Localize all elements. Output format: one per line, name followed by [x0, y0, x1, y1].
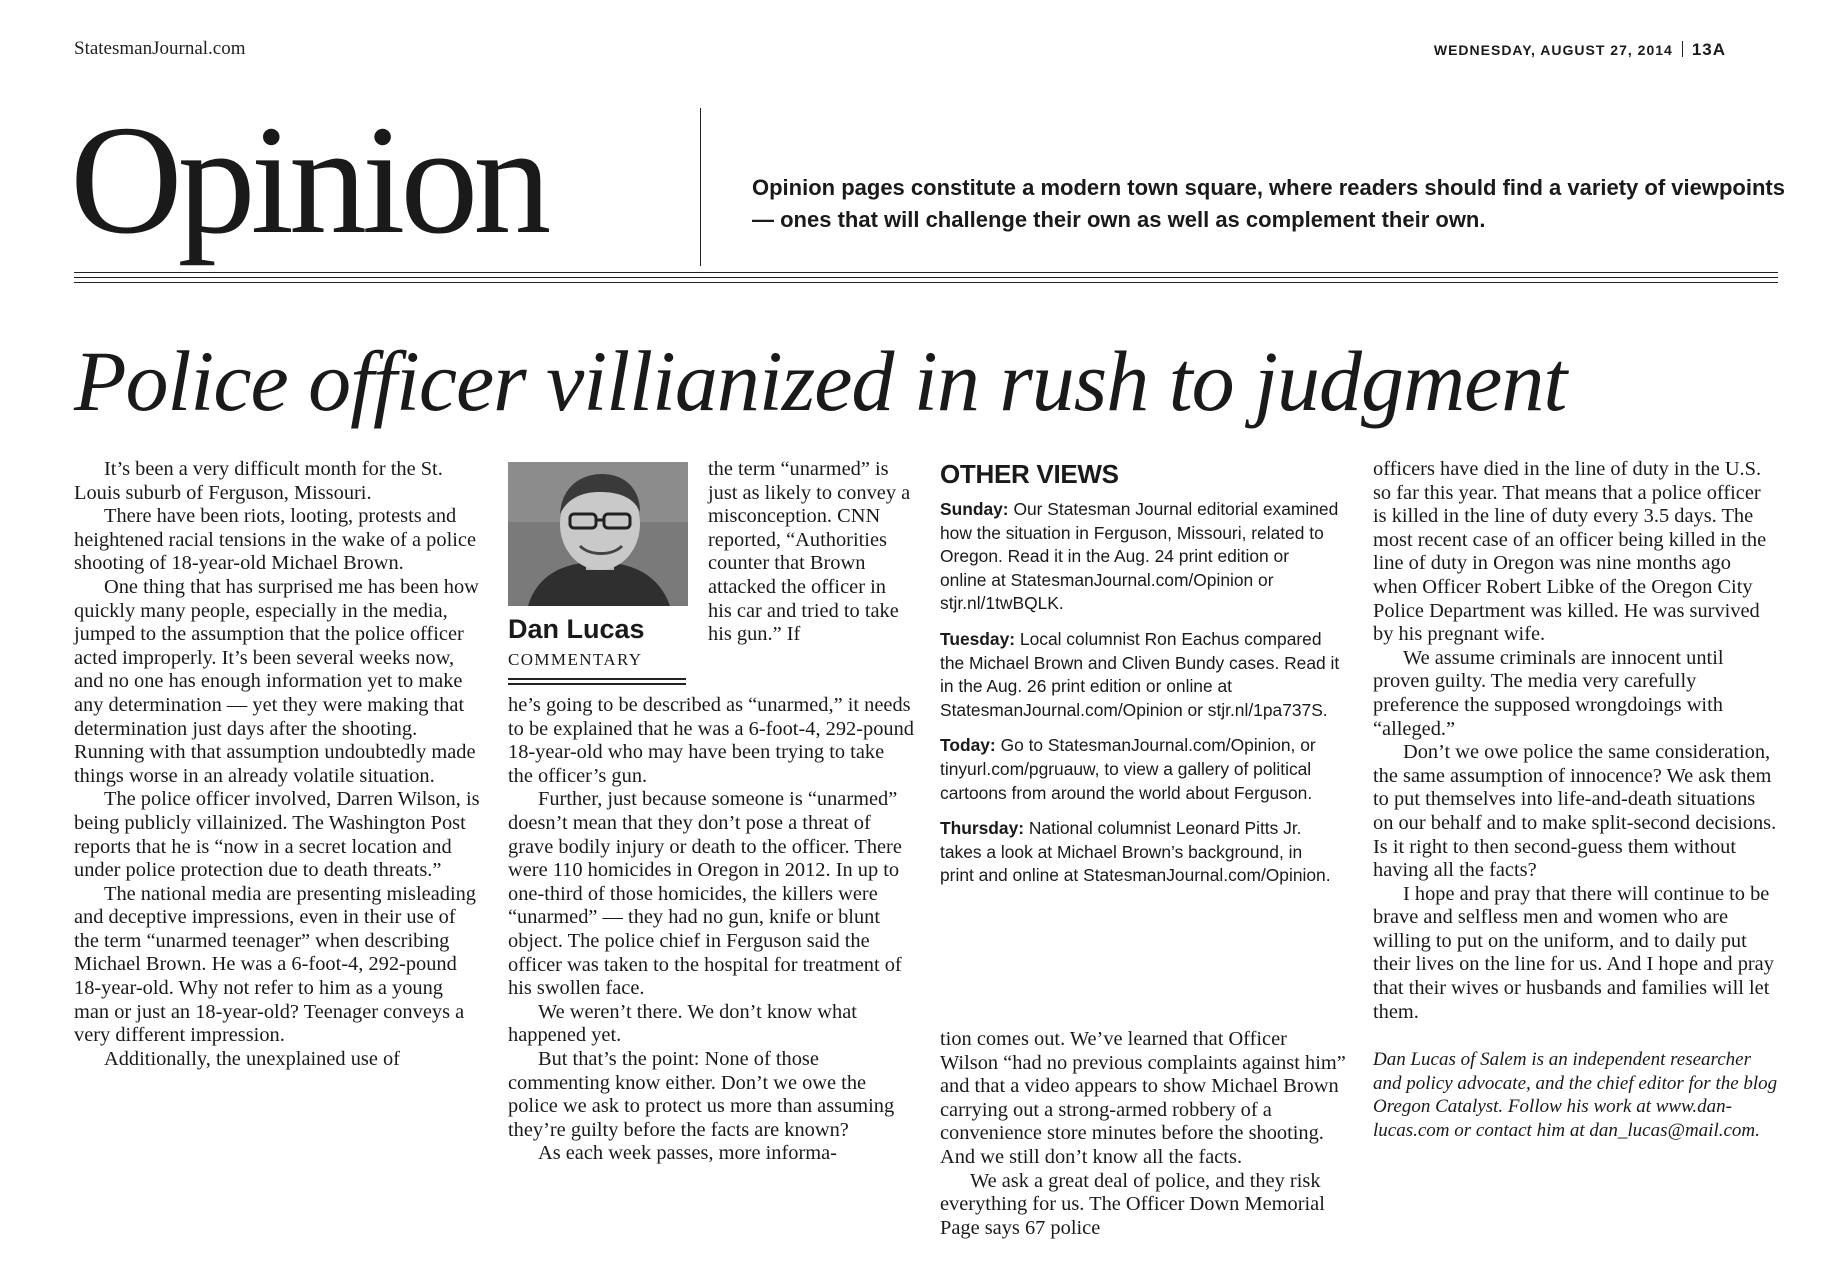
header-rule-1	[74, 272, 1778, 273]
other-views-heading: OTHER VIEWS	[940, 459, 1119, 489]
article-column-2-side	[708, 458, 914, 647]
article-paragraph: he’s going to be described as “unarmed,” it needs to be explained that he was a 6-foot-4, 292-pound 18-year-old who may have been trying to take the officer’s gun.	[508, 694, 915, 787]
author-photo	[508, 462, 688, 606]
other-views-box	[940, 460, 1340, 900]
article-paragraph: Don’t we owe police the same consideration, the same assumption of innocence? We ask them to put themselves into life-and-death situations on our behalf and to make split-second decisions. Is it right to then second-guess them without having all the facts?	[1373, 741, 1777, 882]
article-paragraph: The national media are presenting misleading and deceptive impressions, even in their use of the term “unarmed teenager” when describing Michael Brown. He was a 6-foot-4, 292-pound 18-year-old. Why not refer to him as a young man or just an 18-year-old? Teenager conveys a very different impression.	[74, 882, 476, 1047]
header-rule-2	[74, 277, 1778, 278]
article-paragraph: It’s been a very difficult month for the St. Louis suburb of Ferguson, Missouri.	[74, 458, 443, 504]
article-paragraph: But that’s the point: None of those commenting know either. Don’t we owe the police we ask to protect us more than assuming they’re guilty before the facts are known?	[508, 1047, 895, 1141]
header-divider	[700, 108, 701, 266]
article-column-4	[1373, 458, 1779, 1142]
site-name: StatesmanJournal.com	[74, 38, 246, 59]
other-views-day: Today:	[940, 735, 996, 756]
author-bio: Dan Lucas of Salem is an independent researcher and policy advocate, and the chief editor for the blog Oregon Catalyst. Follow his work at www.dan-lucas.com or contact him at dan_lucas@mail.com.	[1373, 1049, 1778, 1141]
other-views-text: Go to StatesmanJournal.com/Opinion, or tinyurl.com/pgruauw, to view a gallery of political cartoons from around the world about Ferguson.	[940, 735, 1316, 803]
article-paragraph: I hope and pray that there will continue to be brave and selfless men and women who are willing to put on the uniform, and to daily put their lives on the line for us. And I hope and pray that their wives or husbands and families will let them.	[1373, 882, 1774, 1023]
article-paragraph: We assume criminals are innocent until proven guilty. The media very carefully preference the supposed wrongdoings with “alleged.”	[1373, 646, 1724, 740]
author-rule-2	[508, 683, 686, 685]
author-rule-1	[508, 678, 686, 680]
other-views-text: National columnist Leonard Pitts Jr. takes a look at Michael Brown’s background, in print and online at StatesmanJournal.com/Opinion.	[940, 818, 1331, 886]
other-views-item	[940, 817, 1340, 888]
article-paragraph: One thing that has surprised me has been how quickly many people, especially in the media, jumped to the assumption that the police officer acted improperly. It’s been several weeks now, and no one has enough information yet to make any determination — yet they were making that determination just days after the shooting. Running with that assumption undoubtedly made things worse in an already volatile situation.	[74, 575, 479, 787]
other-views-day: Thursday:	[940, 818, 1025, 839]
article-column-3	[940, 1028, 1346, 1240]
author-portrait-image	[508, 462, 688, 606]
article-paragraph: the term “unarmed” is just as likely to convey a misconception. CNN reported, “Authorities counter that Brown attacked the officer in his car and tried to take his gun.” If	[708, 458, 911, 646]
other-views-item	[940, 498, 1340, 616]
other-views-day: Tuesday:	[940, 628, 1016, 649]
article-paragraph: We ask a great deal of police, and they risk everything for us. The Officer Down Memorial Page says 67 police	[940, 1169, 1325, 1239]
other-views-day: Sunday:	[940, 499, 1009, 519]
other-views-text: Local columnist Ron Eachus compared the Michael Brown and Cliven Bundy cases. Read it in the Aug. 26 print edition or online at StatesmanJournal.com/Opinion or stjr.nl/1pa737S.	[940, 628, 1340, 720]
other-views-item	[940, 734, 1340, 805]
article-column-1	[74, 458, 480, 1071]
article-column-2	[508, 694, 914, 1166]
date-page-separator	[1682, 41, 1683, 57]
article-paragraph: officers have died in the line of duty in the U.S. so far this year. That means that a police officer is killed in the line of duty every 3.5 days. The most recent case of an officer being killed in the line of duty in Oregon was nine months ago when Officer Robert Libke of the Oregon City Police Department was killed. He was survived by his pregnant wife.	[1373, 458, 1767, 646]
article-paragraph: Further, just because someone is “unarmed” doesn’t mean that they don’t pose a threat of grave bodily injury or death to the officer. There were 110 homicides in Oregon in 2012. In up to one-third of those homicides, the killers were “unarmed” — they had no gun, knife or blunt object. The police chief in Ferguson said the officer was taken to the hospital for treatment of his swollen face.	[508, 788, 902, 1000]
issue-date	[1434, 40, 1726, 60]
other-views-text: Our Statesman Journal editorial examined how the situation in Ferguson, Missouri, related to Oregon. Read it in the Aug. 24 print edition or online at StatesmanJournal.com/Opinion or stjr.nl/1twBQLK.	[940, 499, 1339, 614]
header-rule-3	[74, 282, 1778, 283]
article-paragraph: The police officer involved, Darren Wilson, is being publicly villainized. The Washington Post reports that he is “now in a secret location and under police protection due to death threats.”	[74, 788, 480, 882]
author-role: COMMENTARY	[508, 650, 643, 669]
article-paragraph: There have been riots, looting, protests and heightened racial tensions in the wake of a police shooting of 18-year-old Michael Brown.	[74, 505, 476, 575]
headline: Police officer villianized in rush to judgment	[74, 333, 1567, 429]
article-paragraph: We weren’t there. We don’t know what happened yet.	[508, 1000, 857, 1047]
article-paragraph: As each week passes, more informa-	[538, 1142, 837, 1165]
section-title: Opinion	[70, 93, 547, 266]
date-text: WEDNESDAY, AUGUST 27, 2014	[1433, 42, 1673, 58]
article-paragraph: tion comes out. We’ve learned that Officer Wilson “had no previous complaints against him” and that a video appears to show Michael Brown carrying out a strong-armed robbery of a convenience store minutes before the shooting. And we still don’t know all the facts.	[940, 1028, 1346, 1168]
author-name: Dan Lucas	[508, 614, 645, 644]
page-number: 13A	[1691, 40, 1726, 59]
section-tagline: Opinion pages constitute a modern town square, where readers should find a variety of viewpoints — ones that will challenge their own as well as complement their own.	[752, 175, 1785, 232]
article-paragraph: Additionally, the unexplained use of	[104, 1047, 400, 1070]
other-views-item	[940, 628, 1340, 722]
